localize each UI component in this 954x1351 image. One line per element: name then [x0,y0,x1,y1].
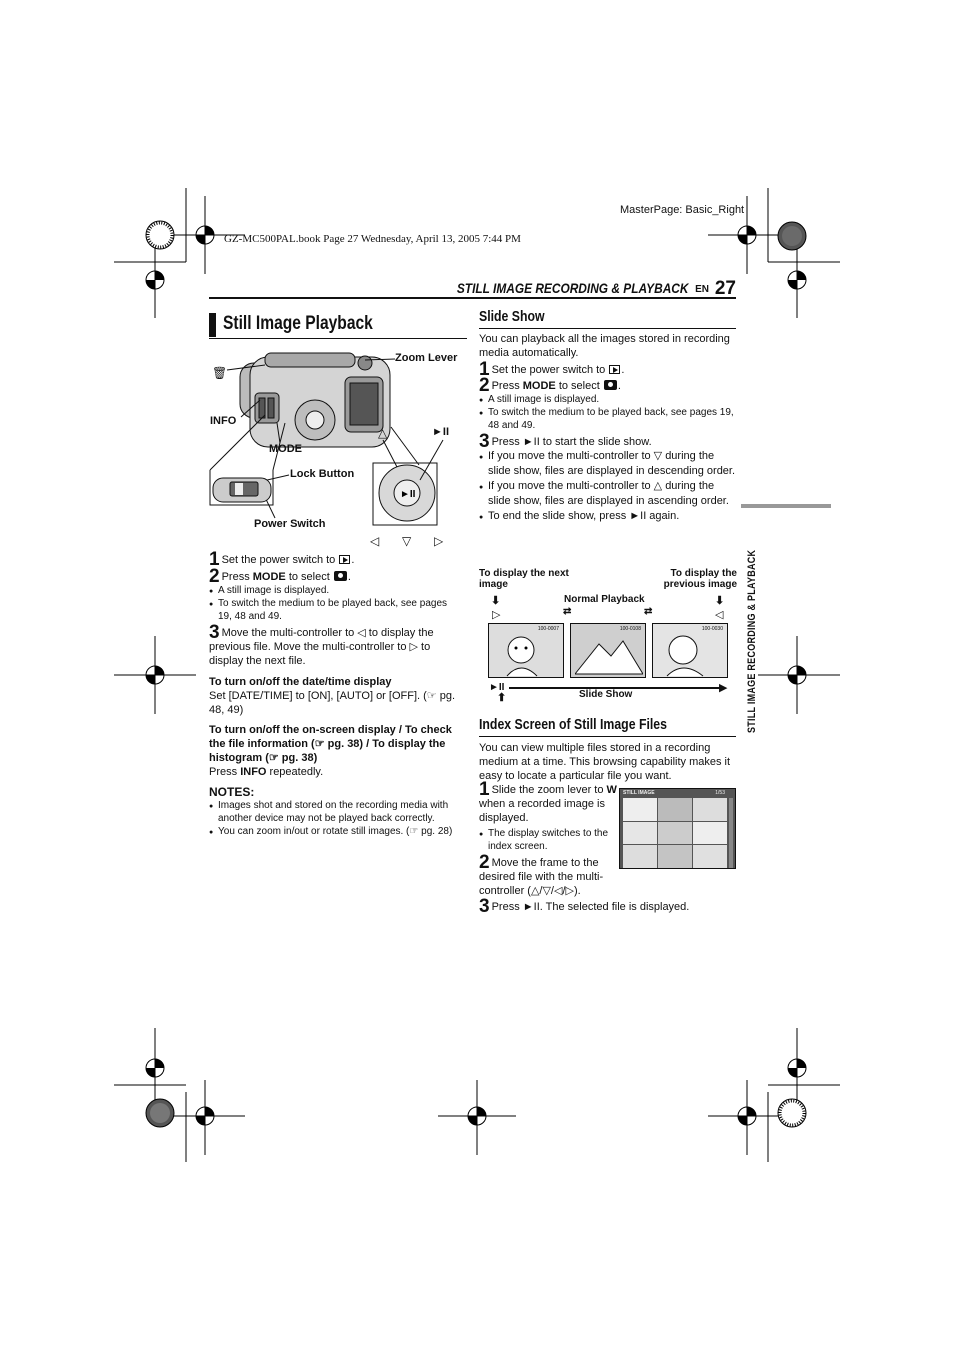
down-arrow-label: ▽ [402,534,412,548]
camera-diagram [205,345,465,550]
left-steps [209,549,459,838]
thumb-1: 100-0007 [488,623,564,678]
masterpage-label: MasterPage: Basic_Right [620,204,745,216]
grid-cell[interactable] [658,845,692,868]
notes-heading: NOTES: [209,785,255,799]
zoom-lever-label: Zoom Lever [395,352,458,364]
index-bullet-1: ● The display switches to the index screen. [479,827,619,853]
note-1: ● Images shot and stored on the recording media with another device may not be played back correctly. [209,799,459,825]
arrow-up-icon: ⬆ [497,692,507,704]
arrow-down-icon: ⬇ [491,595,501,607]
index-steps [479,779,619,898]
arrows-icon-2: ⇄ [644,606,653,617]
index-screen [619,788,736,869]
fig-slide-label: Slide Show [579,689,633,700]
slide-bullet-5: ● To end the slide show, press ►II again. [479,509,737,524]
fig-up-mark: ◁ [715,609,724,621]
title-marker [209,313,216,337]
slideshow-figure [479,568,737,703]
index-heading-bar [479,715,736,737]
fig-next-label: To display the next image [479,568,569,590]
slide-bullet-3: ● If you move the multi-controller to ▽ during the slide show, files are displayed in descending order. [479,449,737,479]
osd-heading: To turn on/off the on-screen display / To check the file information (☞ pg. 38) / To display the histogram (☞ pg. 38) [209,724,452,764]
header-section: STILL IMAGE RECORDING & PLAYBACK [456,280,688,296]
grid-cell[interactable] [658,798,692,821]
slide-show-heading-bar [479,307,736,329]
grid-cell[interactable] [693,798,727,821]
info-label: INFO [210,415,237,427]
step-2-bullet-2: ● To switch the medium to be played back, see pages 19, 48 and 49. [209,597,459,623]
slide-bullet-4: ● If you move the multi-controller to △ during the slide show, files are displayed in ascending order. [479,479,737,509]
left-title-bar [209,311,467,339]
fig-prev-label: To display the previous image [663,568,737,590]
play-mode-icon [339,555,350,564]
side-tab-label: STILL IMAGE RECORDING & PLAYBACK [746,549,758,733]
index-intro: You can view multiple files stored in a recording medium at a time. This browsing capability makes it easy to locate a particular file you want. [479,742,731,782]
arrow-right-icon: ▶ [719,682,728,694]
slide-bullet-1: ● A still image is displayed. [479,393,737,406]
portrait-illustration-icon [663,630,713,678]
grid-cell[interactable] [623,798,657,821]
fig-play-label: ►II [489,682,505,693]
grid-cell[interactable] [693,822,727,845]
multi-controller-graphic [373,427,443,525]
grid-cell[interactable] [658,822,692,845]
grid-cell[interactable] [693,845,727,868]
screen-count: 1/53 [715,790,725,796]
slide-show-heading: Slide Show [479,308,545,325]
book-info: GZ-MC500PAL.book Page 27 Wednesday, April 13, 2005 7:44 PM [224,233,521,245]
up-arrow-label: △ [378,426,388,440]
slide-intro: You can playback all the images stored in recording media automatically. [479,333,730,359]
arrow-down-icon-2: ⬇ [715,595,725,607]
thumb-3: 100-0030 [652,623,728,678]
mode-label: MODE [269,443,302,455]
arrows-icon: ⇄ [563,606,572,617]
index-grid [623,798,727,868]
running-header [209,279,736,299]
grid-cell[interactable] [623,845,657,868]
trash-icon: 🗑 [212,366,228,380]
play-pause-label: ►II [432,426,449,438]
mountain-illustration-icon [575,636,643,676]
fig-down-mark: ▷ [492,609,501,621]
slide-step-3: 3 Press ►II to start the slide show. [479,431,652,452]
lock-button-label: Lock Button [290,468,355,480]
index-heading: Index Screen of Still Image Files [479,716,667,733]
camera-icon [604,380,617,390]
fig-normal-label: Normal Playback [564,594,645,605]
datetime-body: Set [DATE/TIME] to [ON], [AUTO] or [OFF]. (☞ pg. 48, 49) [209,690,455,716]
side-tab-bar [741,504,831,508]
step-1: 1 Set the power switch to . [209,549,355,570]
slide-step-2: 2 Press MODE to select . [479,375,621,396]
index-step-2: 2 Move the frame to the desired file with the multi-controller (△/▽/◁/▷). [479,852,604,897]
page-title: Still Image Playback [223,313,373,334]
page-number: 27 [714,278,736,299]
screen-title: STILL IMAGE [623,790,655,796]
side-tab [742,515,762,740]
play-mode-icon [609,365,620,374]
svg-text:►II: ►II [400,489,416,500]
index-step-1: 1 Slide the zoom lever to W when a recorded image is displayed. [479,779,617,824]
slide-step-1: 1 Set the power switch to . [479,359,625,380]
left-arrow-label: ◁ [370,534,380,548]
power-switch-label: Power Switch [254,518,326,530]
datetime-heading: To turn on/off the date/time display [209,676,392,688]
header-lang: EN [695,284,709,295]
face-illustration-icon [499,632,544,677]
camera-icon [334,571,347,581]
power-switch-graphic [213,478,271,502]
step-3: 3 Move the multi-controller to ◁ to display the previous file. Move the multi-controller to ▷ to display the next file. [209,622,434,667]
note-2: ● You can zoom in/out or rotate still images. (☞ pg. 28) [209,825,459,838]
osd-body: Press INFO repeatedly. [209,766,324,778]
grid-cell[interactable] [623,822,657,845]
slide-bullet-2: ● To switch the medium to be played back, see pages 19, 48 and 49. [479,406,737,432]
step-2: 2 Press MODE to select . [209,566,351,587]
slide-show-section [479,332,737,524]
screen-scrollbar[interactable] [729,798,733,868]
step-2-bullet-1: ● A still image is displayed. [209,584,459,597]
index-step-3: 3 Press ►II. The selected file is displayed. [479,896,690,917]
thumb-2: 100-0108 [570,623,646,678]
right-arrow-label: ▷ [434,534,444,548]
